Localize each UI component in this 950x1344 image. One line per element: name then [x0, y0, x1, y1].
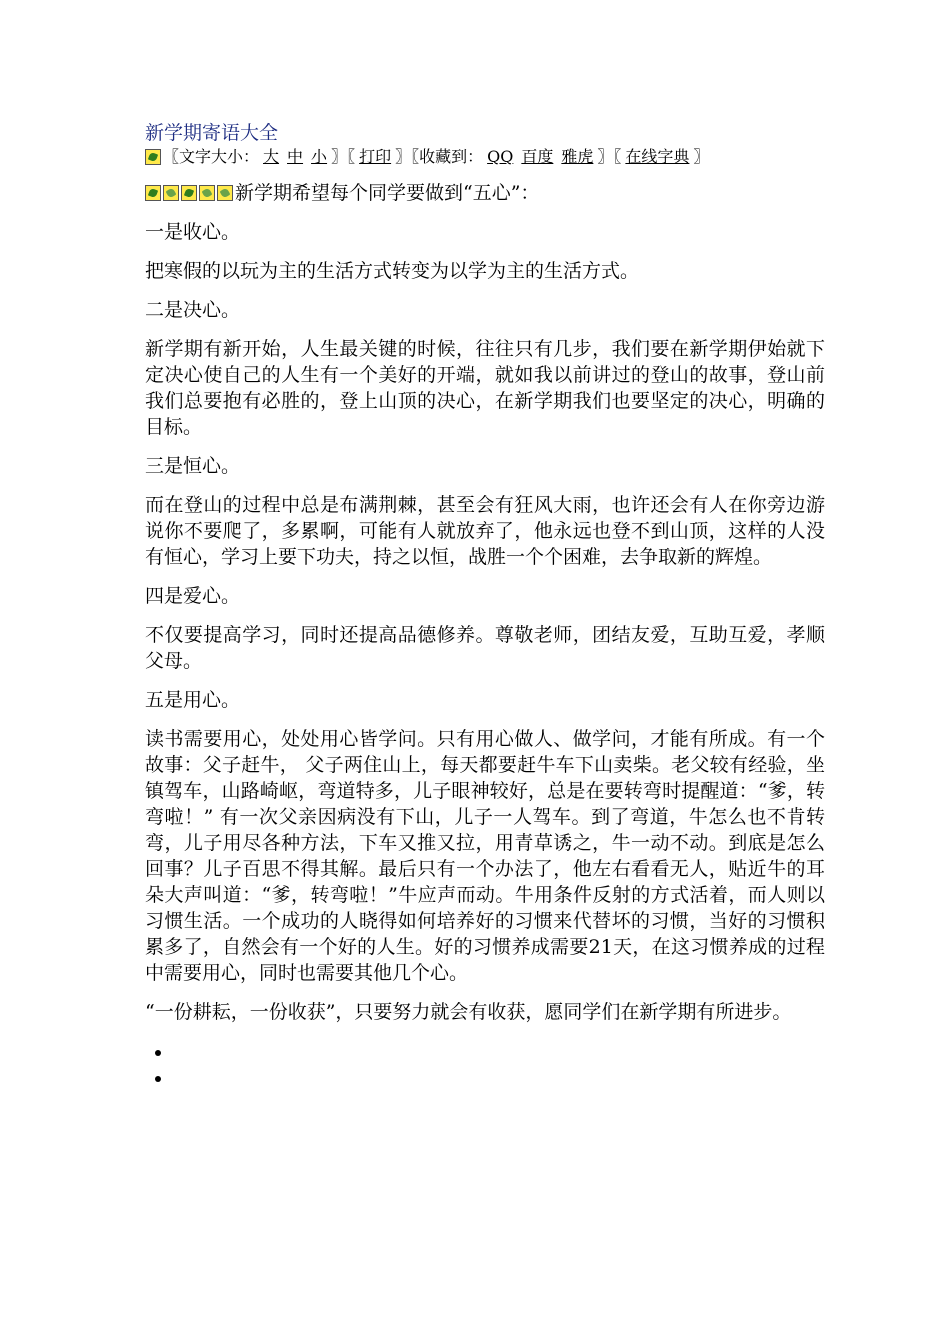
- paragraph: 把寒假的以玩为主的生活方式转变为以学为主的生活方式。: [145, 260, 640, 282]
- leaf-icon: [163, 185, 179, 201]
- font-size-large-link[interactable]: 大: [263, 147, 280, 166]
- paragraph: 不仅要提高学习，同时还提高品德修养。尊敬老师，团结友爱，互助互爱，孝顺父母。: [145, 624, 825, 672]
- list-item: [173, 1065, 825, 1091]
- icon-strip: [145, 185, 235, 201]
- online-dictionary-link[interactable]: 在线字典: [625, 147, 690, 166]
- empty-list: [145, 1039, 825, 1091]
- leaf-icon: [181, 185, 197, 201]
- collect-baidu-link[interactable]: 百度: [521, 147, 554, 166]
- paragraph: 二是决心。: [145, 299, 241, 321]
- paragraph: 而在登山的过程中总是布满荆棘，甚至会有狂风大雨，也许还会有人在你旁边游说你不要爬了，多累啊，可能有人就放弃了，他永远也登不到山顶，这样的人没有恒心，学习上要下功夫，持之以恒，战胜一个个困难，去争取新的辉煌。: [145, 494, 825, 568]
- bracket-close: 〗: [693, 147, 710, 166]
- paragraph: 四是爱心。: [145, 585, 241, 607]
- lead-line: [145, 180, 825, 206]
- leaf-icon: [217, 185, 233, 201]
- paragraph: 读书需要用心，处处用心皆学问。只有用心做人、做学问，才能有所成。有一个故事：父子赶牛， 父子两住山上，每天都要赶牛车下山卖柴。老父较有经验，坐镇驾车，山路崎岖，弯道特多，儿子眼神较好，总是在要转弯时提醒道：“爹，转弯啦！” 有一次父亲因病没有下山，儿子一人驾车。到了弯道，牛怎么也不肯转弯，儿子用尽各种方法，下车又推又拉，用青草诱之，牛一动不动。到底是怎么回事？儿子百思不得其解。最后只有一个办法了，他左右看看无人，贴近牛的耳朵大声叫道：“爹，转弯啦！”牛应声而动。牛用条件反射的方式活着，而人则以习惯生活。一个成功的人晓得如何培养好的习惯来代替坏的习惯，当好的习惯积累多了，自然会有一个好的人生。好的习惯养成需要21天，在这习惯养成的过程中需要用心，同时也需要其他几个心。: [145, 728, 825, 984]
- article-toolbar: [145, 146, 825, 168]
- bracket-separator: 〗〖: [331, 147, 356, 166]
- font-size-small-link[interactable]: 小: [311, 147, 328, 166]
- font-size-label: 〖文字大小：: [163, 147, 260, 166]
- paragraph: 新学期有新开始，人生最关键的时候，往往只有几步，我们要在新学期伊始就下定决心使自己的人生有一个美好的开端，就如我以前讲过的登山的故事，登山前我们总要抱有必胜的，登上山顶的决心，在新学期我们也要坚定的决心，明确的目标。: [145, 338, 825, 438]
- collect-label: 〗〖收藏到：: [395, 147, 484, 166]
- bracket-separator: 〗〖: [597, 147, 622, 166]
- paragraph: 一是收心。: [145, 221, 241, 243]
- paragraph: 五是用心。: [145, 689, 241, 711]
- print-link[interactable]: 打印: [359, 147, 392, 166]
- list-item: [173, 1039, 825, 1065]
- leaf-icon: [145, 185, 161, 201]
- article: [145, 120, 825, 1091]
- font-size-medium-link[interactable]: 中: [287, 147, 304, 166]
- lead-text: 新学期希望每个同学要做到“五心”：: [235, 182, 540, 204]
- leaf-icon: [145, 149, 161, 165]
- collect-qq-link[interactable]: QQ: [487, 147, 514, 166]
- page-title: 新学期寄语大全: [145, 122, 279, 144]
- leaf-icon: [199, 185, 215, 201]
- paragraph: 三是恒心。: [145, 455, 241, 477]
- paragraph: “一份耕耘，一份收获”，只要努力就会有收获，愿同学们在新学期有所进步。: [145, 1001, 792, 1023]
- collect-yahoo-link[interactable]: 雅虎: [561, 147, 594, 166]
